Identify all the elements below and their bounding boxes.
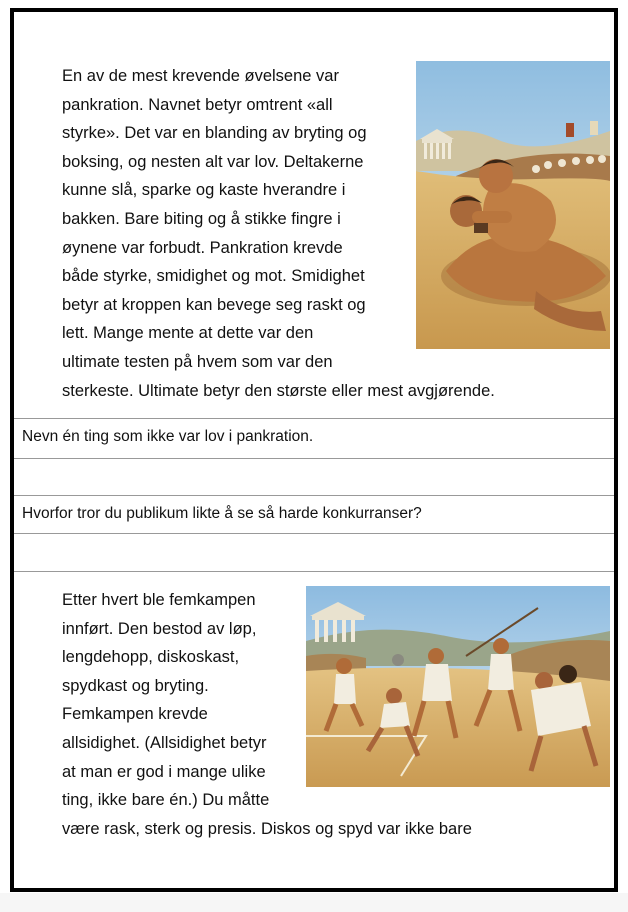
paragraph-line: at man er god i mange ulike (62, 762, 266, 781)
page-bottom-margin (0, 893, 628, 912)
paragraph-line: ultimate testen på hvem som var den (62, 352, 333, 371)
paragraph-line: ting, ikke bare én.) Du måtte (62, 791, 270, 810)
answer-line-2b[interactable] (14, 571, 614, 572)
question-2 (14, 495, 614, 535)
paragraph-line: Femkampen krevde (62, 705, 208, 724)
question-1-text: Nevn én ting som ikke var lov i pankration. (22, 428, 314, 445)
paragraph-line: lengdehopp, diskoskast, (62, 648, 240, 667)
answer-line-1a[interactable] (14, 458, 614, 459)
answer-line-2a[interactable] (14, 533, 614, 534)
paragraph-line: øynene var forbudt. Pankration krevde (62, 238, 343, 257)
paragraph-line: være rask, sterk og presis. Diskos og spyd var ikke bare (62, 819, 472, 838)
question-2-text: Hvorfor tror du publikum likte å se så harde konkurranser? (22, 505, 422, 522)
paragraph-line: allsidighet. (Allsidighet betyr (62, 733, 267, 752)
paragraph-line: spydkast og bryting. (62, 676, 209, 695)
paragraph-line: sterkeste. Ultimate betyr den største eller mest avgjørende. (62, 381, 495, 400)
paragraph-line: både styrke, smidighet og mot. Smidighet (62, 267, 365, 286)
paragraph-line: styrke». Det var en blanding av bryting og (62, 124, 367, 143)
paragraph-line: pankration. Navnet betyr omtrent «all (62, 95, 333, 114)
worksheet-page (10, 8, 618, 892)
paragraph-line: betyr at kroppen kan bevege seg raskt og (62, 295, 366, 314)
paragraph-line: Etter hvert ble femkampen (62, 591, 256, 609)
paragraph-line: innført. Den bestod av løp, (62, 619, 257, 638)
paragraph-line: lett. Mange mente at dette var den (62, 324, 314, 343)
paragraph-line: bakken. Bare biting og å stikke fingre i (62, 209, 341, 228)
paragraph-line: En av de mest krevende øvelsene var (62, 67, 339, 85)
question-1 (14, 418, 614, 458)
paragraph-line: boksing, og nesten alt var lov. Deltakerne (62, 152, 364, 171)
pentathlon-athletes-illustration (306, 586, 610, 787)
paragraph-line: kunne slå, sparke og kaste hverandre i (62, 181, 346, 200)
pankration-wrestlers-illustration (416, 61, 610, 349)
